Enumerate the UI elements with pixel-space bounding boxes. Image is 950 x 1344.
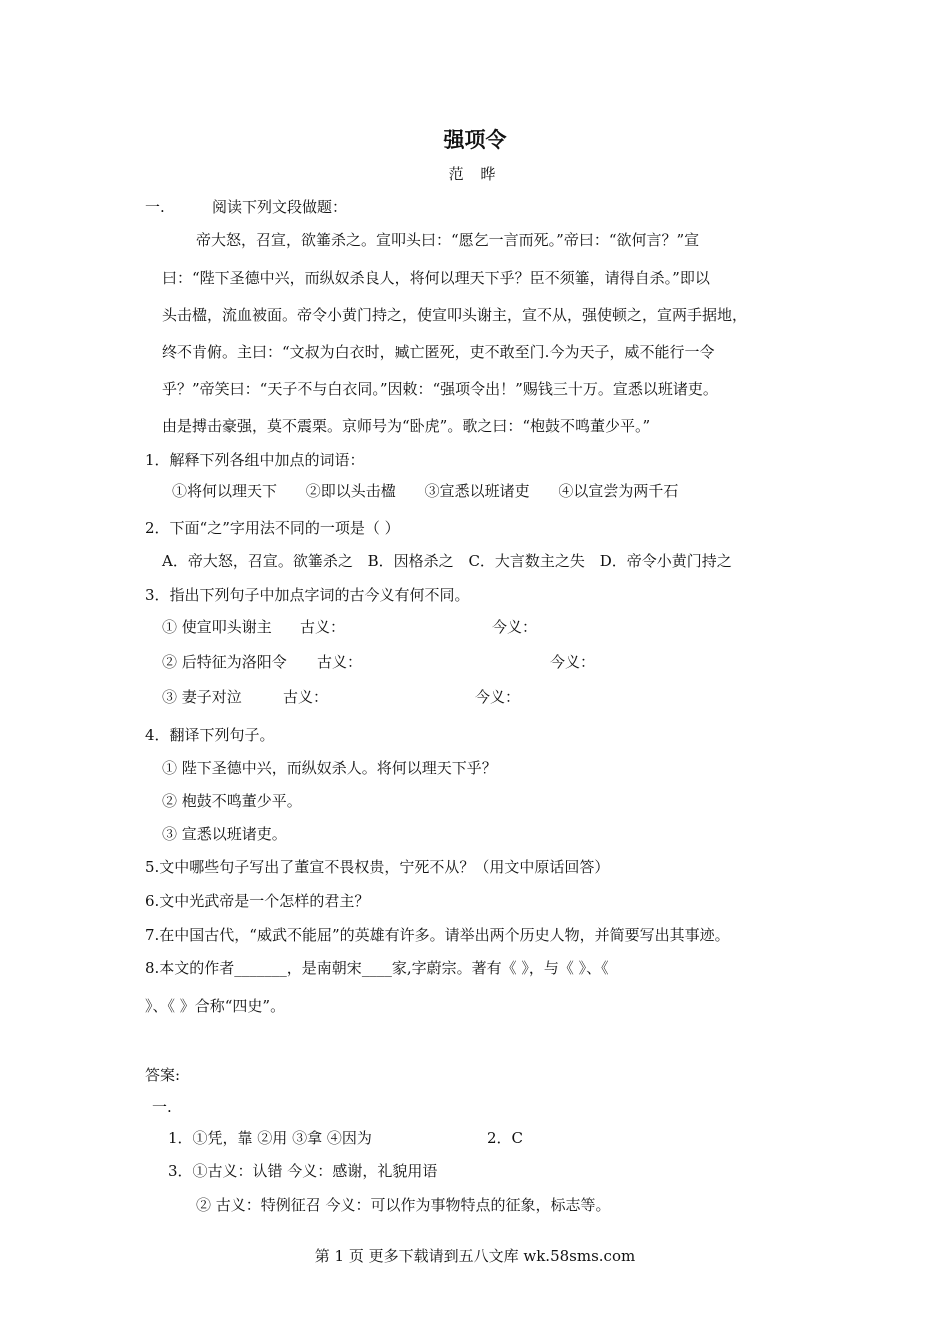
passage-line: 头击楹，流血被面。帝令小黄门持之，使宣叩头谢主，宣不从，强使顿之，宣两手据地， [162,306,748,324]
question-3-stem: 3．指出下列句子中加点字词的古今义有何不同。 [145,586,470,604]
answer-3-line: 3．①古义：认错 今义：感谢，礼貌用语 [168,1162,438,1180]
question-3-jin-label: 今义： [492,618,538,636]
question-8-line: 》、《 》合称“四史”。 [145,997,286,1015]
question-5: 5.文中哪些句子写出了董宣不畏权贵，宁死不从？（用文中原话回答） [145,858,610,876]
question-4-item: ③ 宣悉以班诸吏。 [162,825,287,843]
question-2-stem: 2．下面“之”字用法不同的一项是（ ） [145,519,400,537]
question-3-gu-label: 古义： [300,618,346,636]
passage-line: 由是搏击豪强，莫不震栗。京师号为“卧虎”。歌之曰：“枹鼓不鸣董少平。” [162,417,651,435]
passage-line: 帝大怒，召宣，欲箠杀之。宣叩头曰：“愿乞一言而死。”帝曰：“欲何言？”宣 [196,231,700,249]
question-1-item: ②即以头击楹 [305,482,396,500]
passage-line: 曰：“陛下圣德中兴，而纵奴杀良人，将何以理天下乎？臣不须箠，请得自杀。”即以 [162,269,710,287]
question-3-item-text: ① 使宣叩头谢主 [162,618,272,636]
question-3-item-text: ③ 妻子对泣 [162,688,242,706]
question-2-option: D．帝令小黄门持之 [599,552,732,570]
question-4-item: ② 枹鼓不鸣董少平。 [162,792,302,810]
question-1-item: ④以宣尝为两千石 [558,482,679,500]
passage-line: 乎？”帝笑曰：“天子不与白衣同。”因敕：“强项令出！”赐钱三十万。宣悉以班诸吏。 [162,380,718,398]
question-8-line: 8.本文的作者_______，是南朝宋____家,字蔚宗。著有《 》，与《 》、《 [145,959,609,977]
question-4-stem: 4．翻译下列句子。 [145,726,275,744]
question-3-jin-label: 今义： [475,688,521,706]
question-2-option: C．大言数主之失 [468,552,585,570]
question-1-stem: 1．解释下列各组中加点的词语： [145,451,365,469]
page-title: 强项令 [443,128,507,152]
question-7: 7.在中国古代，“威武不能屈”的英雄有许多。请举出两个历史人物，并简要写出其事迹。 [145,926,730,944]
question-1-item: ①将何以理天下 [172,482,278,500]
answers-section: 一. [152,1098,172,1116]
section-one-label: 一. [145,198,165,216]
page-footer: 第 1 页 更多下载请到五八文库 wk.58sms.com [314,1247,636,1265]
question-2-option: A．帝大怒，召宣。欲箠杀之 [162,552,353,570]
answer-1: 1．①凭，靠 ②用 ③拿 ④因为 [168,1129,372,1147]
question-3-gu-label: 古义： [317,653,363,671]
question-1-items [172,481,702,501]
author-name: 范 晔 [448,165,502,183]
question-3-gu-label: 古义： [283,688,329,706]
question-6: 6.文中光武帝是一个怎样的君主？ [145,892,370,910]
question-1-item: ③宣悉以班诸吏 [424,482,530,500]
question-3-jin-label: 今义： [550,653,596,671]
answer-2: 2．C [487,1129,524,1147]
question-3-item-text: ② 后特征为洛阳令 [162,653,287,671]
question-4-item: ① 陛下圣德中兴，而纵奴杀人。将何以理天下乎？ [162,759,497,777]
question-2-options [162,551,742,571]
section-one-heading: 阅读下列文段做题： [212,198,348,216]
answers-label: 答案: [145,1066,181,1084]
answer-3-line: ② 古义：特例征召 今义：可以作为事物特点的征象，标志等。 [196,1196,611,1214]
question-2-option: B．因格杀之 [367,552,454,570]
passage-line: 终不肯俯。主曰：“文叔为白衣时，臧亡匿死，吏不敢至门.今为天子，威不能行一令 [162,343,715,361]
